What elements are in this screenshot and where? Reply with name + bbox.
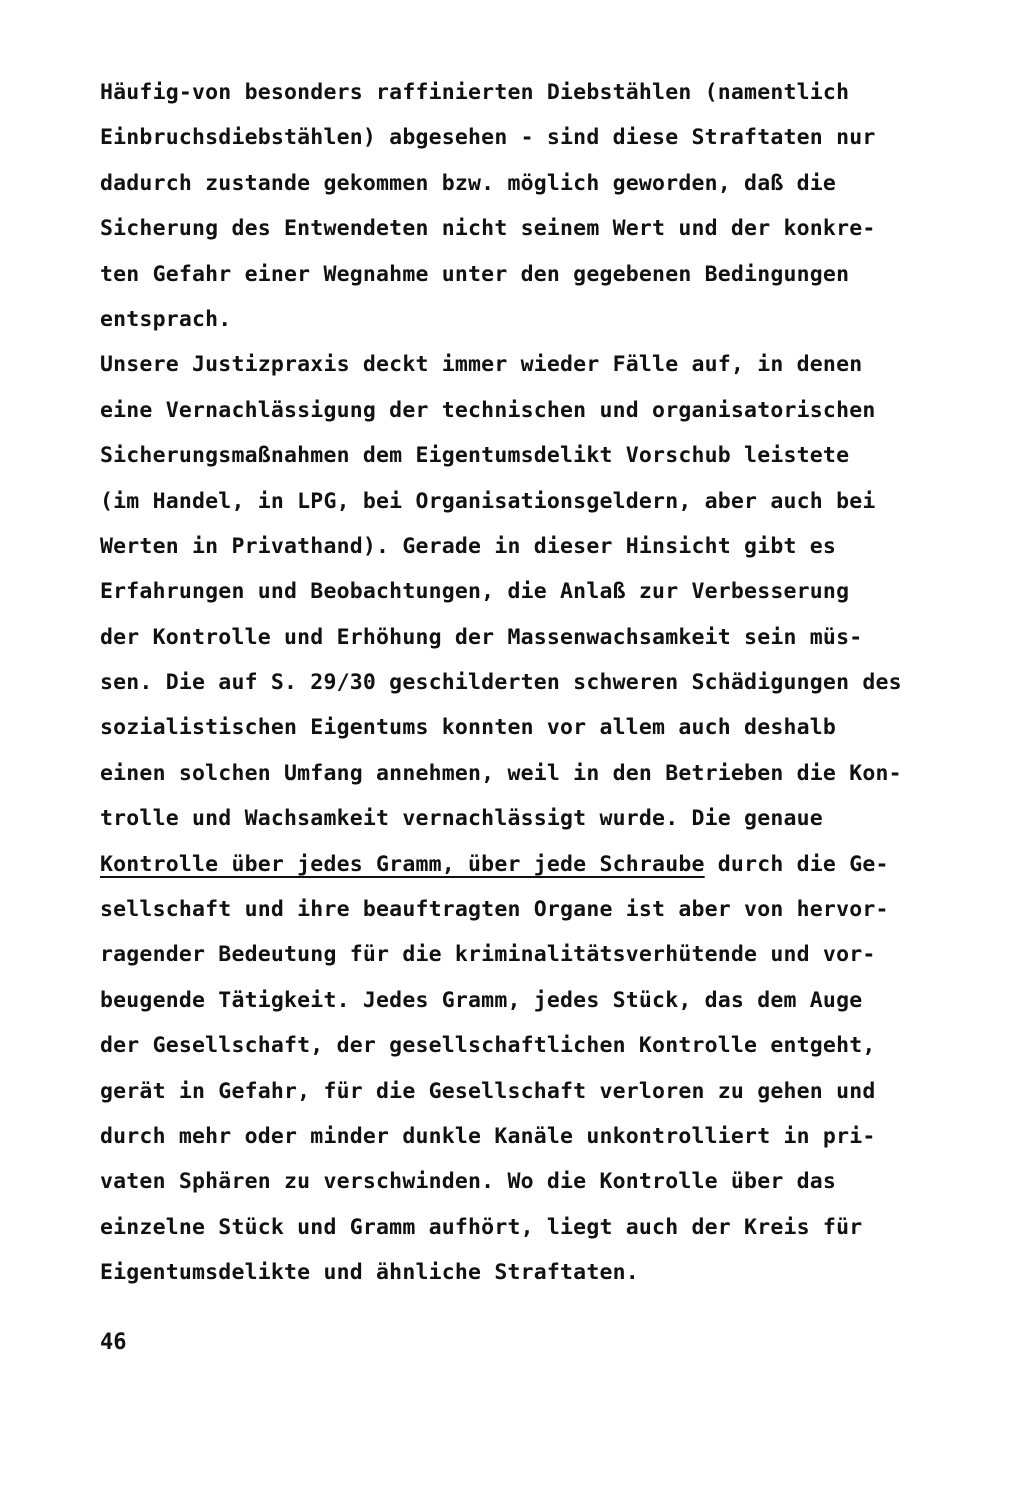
text-line: (im Handel, in LPG, bei Organisationsgeldern, aber auch bei (100, 488, 876, 514)
text-line: trolle und Wachsamkeit vernachlässigt wurde. Die genaue (100, 806, 823, 832)
text-line: Eigentumsdelikte und ähnliche Straftaten. (100, 1260, 639, 1286)
underlined-phrase: Kontrolle über jedes Gramm, über jede Schraube (100, 851, 705, 877)
text-line: Unsere Justizpraxis deckt immer wieder Fälle auf, in denen (100, 352, 863, 378)
body-text (100, 70, 960, 1296)
page-number: 46 (100, 1330, 127, 1355)
text-line: eine Vernachlässigung der technischen und organisatorischen (100, 397, 876, 423)
text-line: Sicherungsmaßnahmen dem Eigentumsdelikt Vorschub leistete (100, 443, 850, 469)
text-line: Werten in Privathand). Gerade in dieser Hinsicht gibt es (100, 533, 837, 559)
text-line-rest: durch die Ge- (704, 851, 889, 877)
text-line: durch mehr oder minder dunkle Kanäle unkontrolliert in pri- (100, 1123, 876, 1149)
text-line: ten Gefahr einer Wegnahme unter den gegebenen Bedingungen (100, 261, 850, 287)
text-line: dadurch zustande gekommen bzw. möglich geworden, daß die (100, 170, 837, 196)
text-line: entsprach. (100, 306, 232, 332)
text-line: Häufig-von besonders raffinierten Diebstählen (namentlich (100, 80, 850, 105)
text-line: vaten Sphären zu verschwinden. Wo die Kontrolle über das (100, 1169, 837, 1195)
text-line: der Gesellschaft, der gesellschaftlichen Kontrolle entgeht, (100, 1033, 876, 1059)
text-line: sellschaft und ihre beauftragten Organe ist aber von hervor- (100, 897, 889, 923)
text-line: gerät in Gefahr, für die Gesellschaft verloren zu gehen und (100, 1078, 876, 1104)
text-line: einzelne Stück und Gramm aufhört, liegt auch der Kreis für (100, 1214, 863, 1240)
text-line: der Kontrolle und Erhöhung der Massenwachsamkeit sein müs- (100, 624, 863, 650)
text-line: Sicherung des Entwendeten nicht seinem Wert und der konkre- (100, 216, 876, 242)
text-line: sen. Die auf S. 29/30 geschilderten schweren Schädigungen des (100, 670, 902, 696)
text-line: sozialistischen Eigentums konnten vor allem auch deshalb (100, 715, 837, 741)
text-line: Erfahrungen und Beobachtungen, die Anlaß zur Verbesserung (100, 579, 850, 605)
text-line: ragender Bedeutung für die kriminalitätsverhütende und vor- (100, 942, 876, 968)
underlined-text-line (100, 842, 960, 887)
text-line: beugende Tätigkeit. Jedes Gramm, jedes Stück, das dem Auge (100, 987, 863, 1013)
text-line: Einbruchsdiebstählen) abgesehen - sind diese Straftaten nur (100, 125, 876, 151)
text-line: einen solchen Umfang annehmen, weil in den Betrieben die Kon- (100, 760, 902, 786)
